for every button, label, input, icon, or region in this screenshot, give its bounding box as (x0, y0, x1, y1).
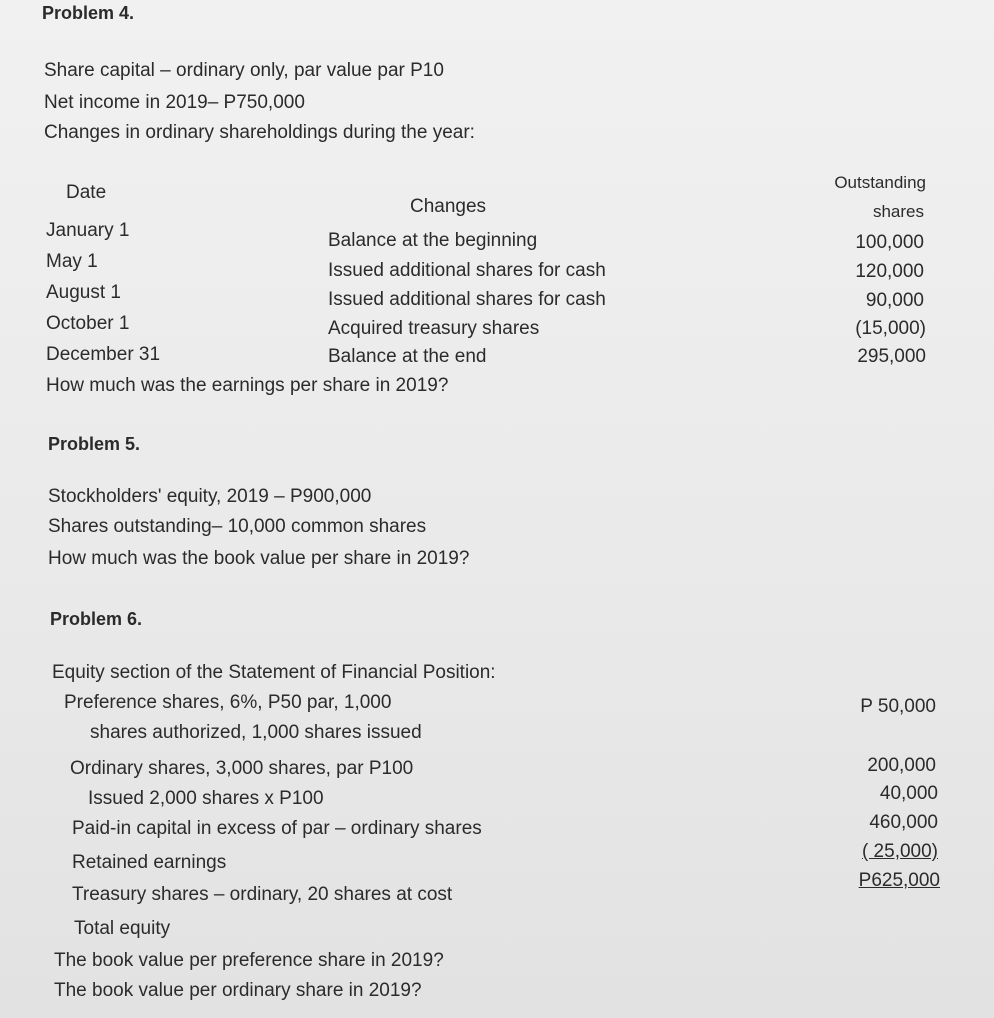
p4-row-shares: 295,000 (857, 346, 926, 367)
problem-4-title: Problem 4. (42, 3, 135, 23)
p6-ordinary-line1: Ordinary shares, 3,000 shares, par P100 (70, 758, 414, 779)
p4-row-date: January 1 (46, 220, 130, 241)
p6-preference-line1: Preference shares, 6%, P50 par, 1,000 (64, 692, 392, 713)
p4-changes-intro: Changes in ordinary shareholdings during the year: (44, 122, 475, 143)
p6-treasury-shares: Treasury shares – ordinary, 20 shares at cost (72, 884, 453, 905)
p4-col-changes: Changes (410, 196, 487, 217)
problem-5-title: Problem 5. (48, 434, 141, 454)
p5-question: How much was the book value per share in 2019? (48, 548, 470, 569)
p4-col-outstanding: Outstanding (834, 173, 926, 192)
p4-row-shares: 100,000 (855, 232, 924, 253)
p4-question: How much was the earnings per share in 2019? (46, 375, 449, 396)
p6-paid-in-capital: Paid-in capital in excess of par – ordinary shares (72, 818, 482, 839)
p4-row-change: Balance at the beginning (328, 230, 538, 251)
p4-col-date: Date (66, 182, 107, 203)
p4-row-shares: (15,000) (855, 318, 926, 339)
p6-question-ordinary: The book value per ordinary share in 2019? (54, 980, 422, 1001)
p5-stockholders-equity: Stockholders' equity, 2019 – P900,000 (48, 486, 372, 507)
p4-row-date: October 1 (46, 313, 130, 334)
p6-paid-in-amount: 40,000 (879, 783, 938, 804)
p6-retained-earnings: Retained earnings (72, 852, 227, 873)
p6-heading: Equity section of the Statement of Financial Position: (52, 662, 496, 683)
p4-row-shares: 90,000 (865, 290, 924, 311)
p4-row-shares: 120,000 (855, 261, 924, 282)
p4-row-change: Issued additional shares for cash (328, 260, 606, 281)
p6-ordinary-line2: Issued 2,000 shares x P100 (88, 788, 324, 809)
p4-row-change: Balance at the end (328, 346, 487, 367)
p6-total-equity: Total equity (74, 918, 171, 939)
p4-row-date: December 31 (46, 344, 161, 365)
p4-col-shares: shares (872, 202, 924, 221)
p6-question-preference: The book value per preference share in 2019? (54, 950, 444, 971)
p5-shares-outstanding: Shares outstanding– 10,000 common shares (48, 516, 427, 537)
p4-share-capital: Share capital – ordinary only, par value par P10 (44, 60, 444, 81)
p6-preference-line2: shares authorized, 1,000 shares issued (90, 722, 422, 743)
p6-ordinary-amount: 200,000 (867, 755, 936, 776)
p6-treasury-amount: ( 25,000) (861, 841, 938, 862)
p4-row-date: May 1 (46, 251, 98, 272)
p6-retained-amount: 460,000 (869, 812, 938, 833)
p4-row-change: Issued additional shares for cash (328, 289, 606, 310)
p6-preference-amount: P 50,000 (860, 696, 936, 717)
p4-row-date: August 1 (46, 282, 121, 303)
p4-row-change: Acquired treasury shares (328, 318, 540, 339)
problem-6-title: Problem 6. (50, 609, 143, 629)
p6-total-amount: P625,000 (858, 870, 940, 891)
p4-net-income: Net income in 2019– P750,000 (44, 92, 305, 113)
